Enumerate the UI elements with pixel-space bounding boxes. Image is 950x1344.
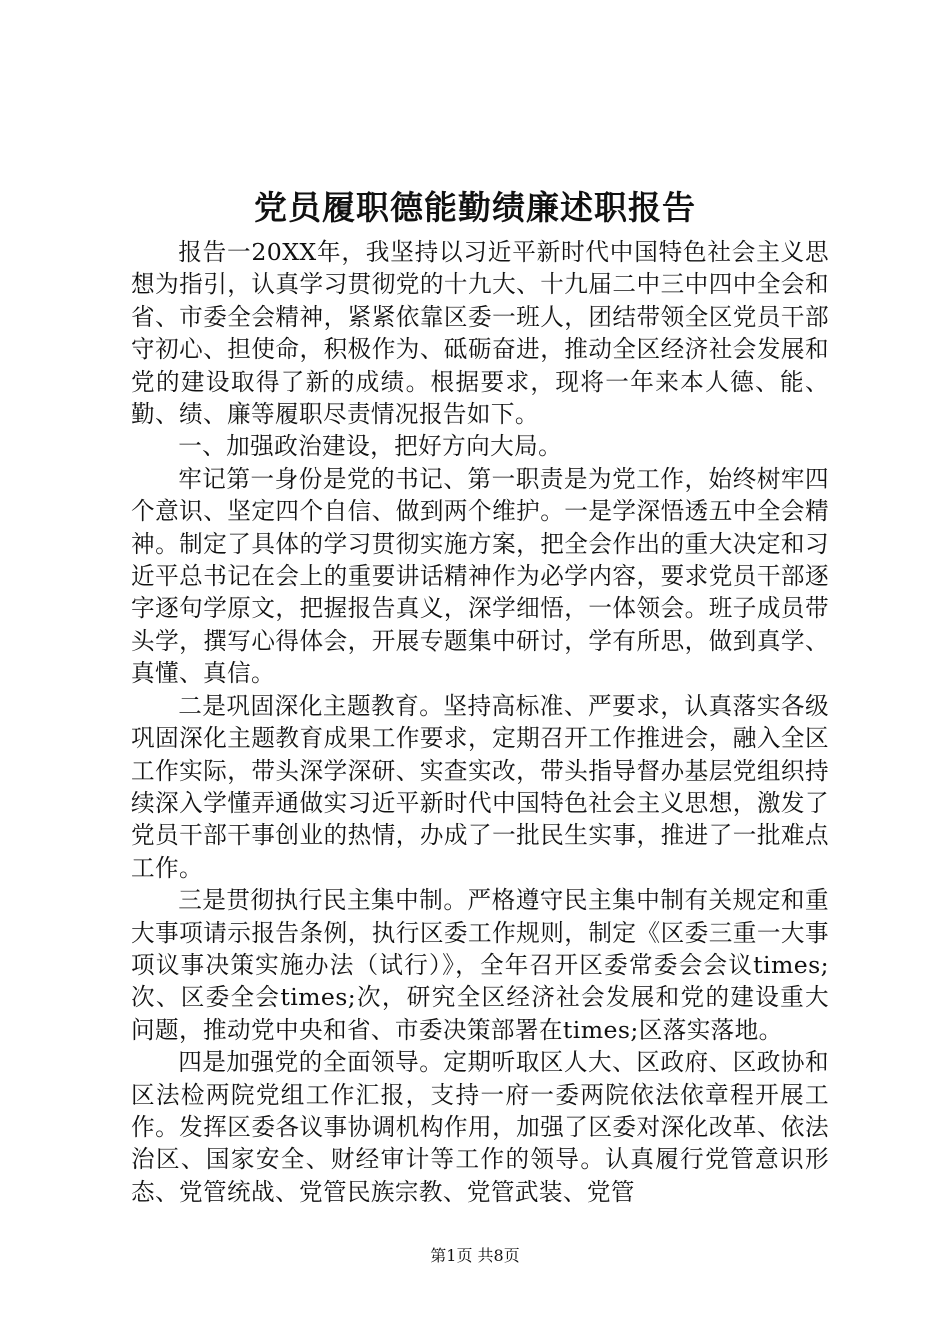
paragraph-theme-education: 二是巩固深化主题教育。坚持高标准、严要求，认真落实各级巩固深化主题教育成果工作要求，定期召开工作推进会，融入全区工作实际，带头深学深研、实查实改，带头指导督办基层党组织持续深入学懂弄通做实习近平新时代中国特色社会主义思想，激发了党员干部干事创业的热情，办成了一批民生实事，推进了一批难点工作。 [131,691,829,882]
document-title: 党员履职德能勤绩廉述职报告 [254,188,696,227]
section-heading-political: 一、加强政治建设，把好方向大局。 [178,432,563,461]
paragraph-democratic-centralism: 三是贯彻执行民主集中制。严格遵守民主集中制有关规定和重大事项请示报告条例，执行区委工作规则，制定《区委三重一大事项议事决策实施办法（试行）》，全年召开区委常委会会议times;次、区委全会times;次，研究全区经济社会发展和党的建设重大问题，推动党中央和省、市委决策部署在times;区落实落地。 [131,886,829,1044]
document-body [131,236,829,1208]
page-footer: 第1页 共8页 [430,1246,520,1265]
paragraph-first-identity: 牢记第一身份是党的书记、第一职责是为党工作，始终树牢四个意识、坚定四个自信、做到两个维护。一是学深悟透五中全会精神。制定了具体的学习贯彻实施方案，把全会作出的重大决定和习近平总书记在会上的重要讲话精神作为必学内容，要求党员干部逐字逐句学原文，把握报告真义，深学细悟，一体领会。班子成员带头学，撰写心得体会，开展专题集中研讨，学有所思，做到真学、真懂、真信。 [131,464,829,688]
paragraph-intro: 报告一20XX年，我坚持以习近平新时代中国特色社会主义思想为指引，认真学习贯彻党的十九大、十九届二中三中四中全会和省、市委全会精神，紧紧依靠区委一班人，团结带领全区党员干部守初心、担使命，积极作为、砥砺奋进，推动全区经济社会发展和党的建设取得了新的成绩。根据要求，现将一年来本人德、能、勤、绩、廉等履职尽责情况报告如下。 [131,238,829,429]
paragraph-party-leadership: 四是加强党的全面领导。定期听取区人大、区政府、区政协和区法检两院党组工作汇报，支持一府一委两院依法依章程开展工作。发挥区委各议事协调机构作用，加强了区委对深化改革、依法治区、国家安全、财经审计等工作的领导。认真履行党管意识形态、党管统战、党管民族宗教、党管武装、党管 [131,1048,829,1206]
